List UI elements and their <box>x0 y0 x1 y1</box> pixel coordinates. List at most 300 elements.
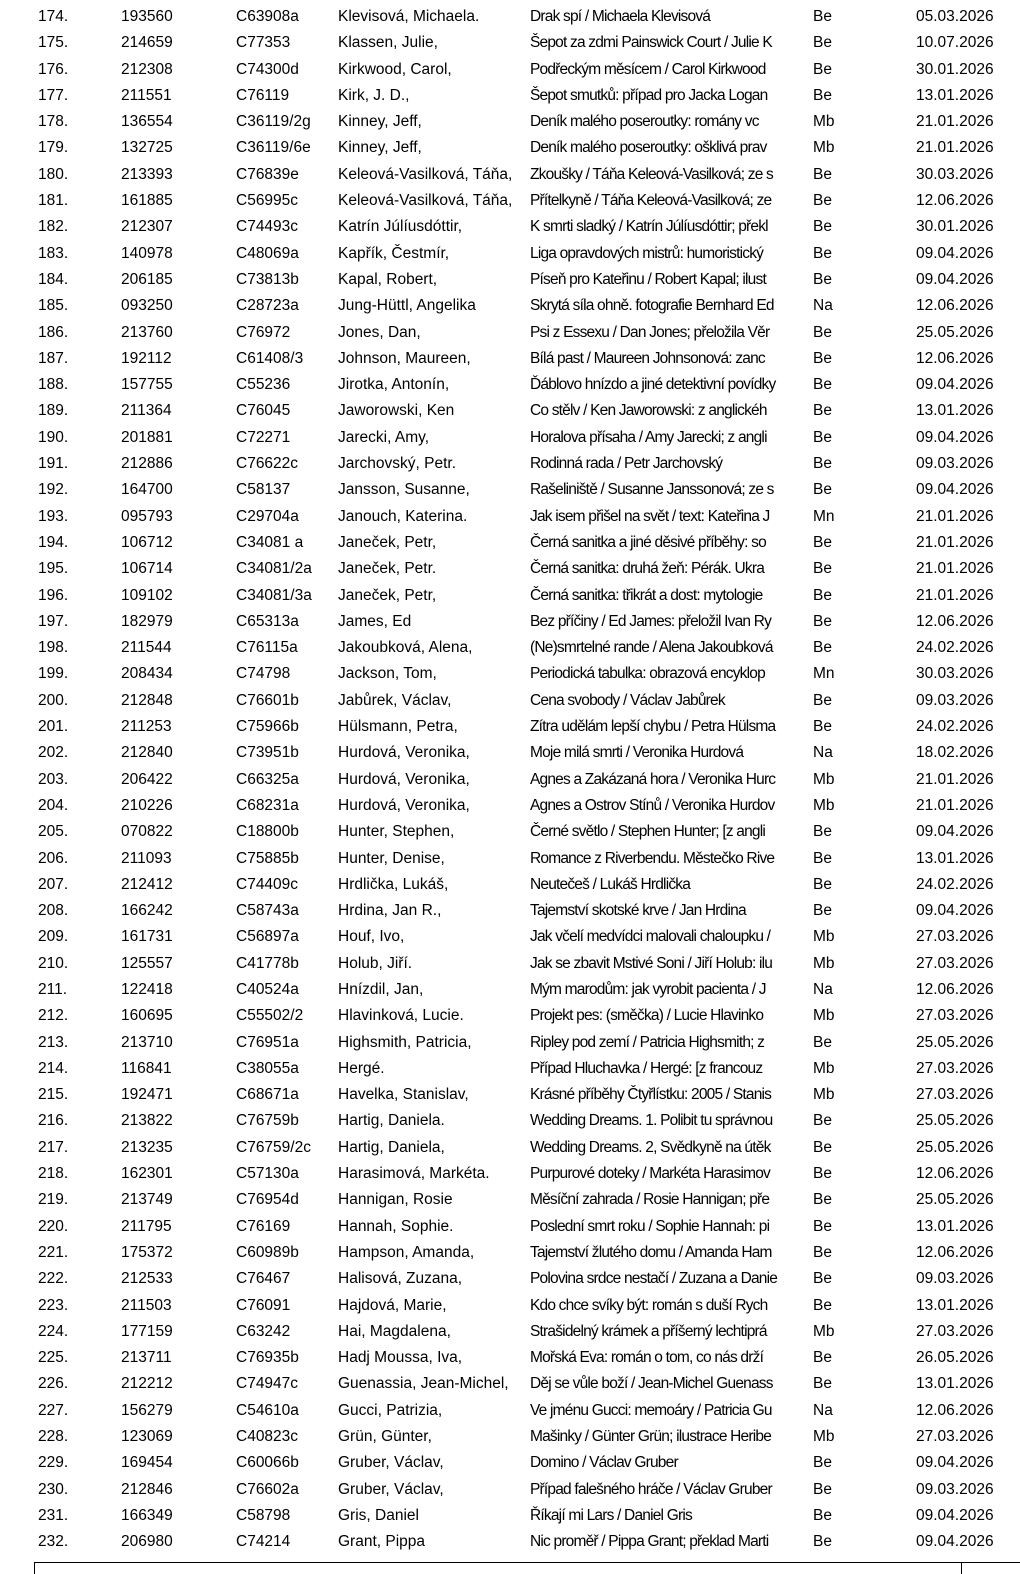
record-id-cell: 116841 <box>121 1059 172 1077</box>
title-cell: Agnes a Ostrov Stínů / Veronika Hurdov <box>530 796 775 814</box>
record-id-cell: 206185 <box>121 270 173 288</box>
shelf-mark-cell: C77353 <box>236 34 291 52</box>
title-cell: Bez příčiny / Ed James: přeložil Ivan Ry <box>530 612 772 630</box>
title-cell: Tajemství žlutého domu / Amanda Ham <box>530 1243 772 1261</box>
row-number-cell: 204. <box>38 796 69 814</box>
table-row <box>0 346 1020 372</box>
item-type-cell: Mb <box>813 1322 835 1340</box>
shelf-mark-cell: C76045 <box>236 402 291 420</box>
record-id-cell: 211551 <box>121 86 172 104</box>
item-type-cell: Be <box>813 849 832 867</box>
author-cell: Kapřík, Čestmír, <box>338 244 450 262</box>
record-id-cell: 210226 <box>121 796 173 814</box>
date-cell: 09.04.2026 <box>916 1506 994 1524</box>
date-cell: 21.01.2026 <box>916 507 994 525</box>
shelf-mark-cell: C75966b <box>236 718 299 736</box>
item-type-cell: Be <box>813 1165 832 1183</box>
record-id-cell: 125557 <box>121 954 173 972</box>
table-row <box>0 477 1020 503</box>
item-type-cell: Be <box>813 1243 832 1261</box>
record-id-cell: 212412 <box>121 875 173 893</box>
shelf-mark-cell: C68231a <box>236 796 299 814</box>
row-number-cell: 202. <box>38 744 69 762</box>
item-type-cell: Mb <box>813 1007 835 1025</box>
row-number-cell: 186. <box>38 323 69 341</box>
title-cell: Ďáblovo hnízdo a jiné detektivní povídky <box>530 376 776 394</box>
shelf-mark-cell: C58743a <box>236 902 299 920</box>
record-id-cell: 070822 <box>121 823 173 841</box>
title-cell: Neutečeš / Lukáš Hrdlička <box>530 875 691 893</box>
author-cell: Janouch, Katerina. <box>338 507 468 525</box>
table-row <box>0 1108 1020 1134</box>
date-cell: 10.07.2026 <box>916 34 994 52</box>
date-cell: 05.03.2026 <box>916 8 994 25</box>
title-cell: Zítra udělám lepší chybu / Petra Hülsma <box>530 718 776 736</box>
author-cell: Holub, Jiří. <box>338 954 413 972</box>
item-type-cell: Be <box>813 1191 832 1209</box>
date-cell: 18.02.2026 <box>916 744 994 762</box>
author-cell: Hartig, Daniela, <box>338 1138 445 1156</box>
author-cell: Hergé. <box>338 1059 385 1077</box>
title-cell: Píseň pro Kateřinu / Robert Kapal; ilust <box>530 270 766 288</box>
author-cell: Hai, Magdalena, <box>338 1322 451 1340</box>
row-number-cell: 213. <box>38 1033 69 1051</box>
table-row <box>0 1161 1020 1187</box>
shelf-mark-cell: C36119/2g <box>236 113 311 131</box>
author-cell: Jakoubková, Alena, <box>338 639 473 657</box>
table-row <box>0 714 1020 740</box>
author-cell: Hajdová, Marie, <box>338 1296 447 1314</box>
item-type-cell: Be <box>813 481 832 499</box>
shelf-mark-cell: C76601b <box>236 691 299 709</box>
shelf-mark-cell: C29704a <box>236 507 299 525</box>
author-cell: Gucci, Patrizia, <box>338 1401 443 1419</box>
table-row <box>0 451 1020 477</box>
row-number-cell: 212. <box>38 1007 69 1025</box>
item-type-cell: Mn <box>813 665 835 683</box>
record-id-cell: 182979 <box>121 612 173 630</box>
item-type-cell: Be <box>813 1349 832 1367</box>
author-cell: Keleová-Vasilková, Táňa, <box>338 165 513 183</box>
shelf-mark-cell: C76602a <box>236 1480 299 1498</box>
row-number-cell: 188. <box>38 376 69 394</box>
date-cell: 30.01.2026 <box>916 60 994 78</box>
title-cell: Krásné příběhy Čtyřlístku: 2005 / Stanis <box>530 1086 772 1104</box>
row-number-cell: 217. <box>38 1138 69 1156</box>
title-cell: Domino / Václav Gruber <box>530 1454 678 1472</box>
row-number-cell: 216. <box>38 1112 69 1130</box>
record-id-cell: 211093 <box>121 849 172 867</box>
row-number-cell: 208. <box>38 902 69 920</box>
shelf-mark-cell: C65313a <box>236 612 299 630</box>
date-cell: 21.01.2026 <box>916 560 994 578</box>
title-cell: Poslední smrt roku / Sophie Hannah: pi <box>530 1217 770 1235</box>
date-cell: 25.05.2026 <box>916 1138 994 1156</box>
title-cell: Jak se zbavit Mstivé Soni / Jiří Holub: ilu <box>530 954 773 972</box>
table-row <box>0 583 1020 609</box>
catalog-list <box>0 4 1020 1556</box>
author-cell: Havelka, Stanislav, <box>338 1086 469 1104</box>
table-row <box>0 661 1020 687</box>
shelf-mark-cell: C72271 <box>236 428 291 446</box>
record-id-cell: 211503 <box>121 1296 172 1314</box>
item-type-cell: Be <box>813 270 832 288</box>
table-row <box>0 1424 1020 1450</box>
shelf-mark-cell: C73951b <box>236 744 299 762</box>
table-row <box>0 1529 1020 1555</box>
title-cell: Nic proměř / Pippa Grant; překlad Marti <box>530 1533 769 1551</box>
record-id-cell: 213749 <box>121 1191 173 1209</box>
title-cell: Moje milá smrti / Veronika Hurdová <box>530 744 744 762</box>
item-type-cell: Be <box>813 1138 832 1156</box>
row-number-cell: 224. <box>38 1322 69 1340</box>
author-cell: Jirotka, Antonín, <box>338 376 450 394</box>
table-row <box>0 1319 1020 1345</box>
shelf-mark-cell: C60989b <box>236 1243 299 1261</box>
table-row <box>0 1503 1020 1529</box>
author-cell: Klassen, Julie, <box>338 34 438 52</box>
date-cell: 24.02.2026 <box>916 718 994 736</box>
author-cell: Jaworowski, Ken <box>338 402 455 420</box>
row-number-cell: 229. <box>38 1454 69 1472</box>
row-number-cell: 197. <box>38 612 69 630</box>
shelf-mark-cell: C34081/3a <box>236 586 312 604</box>
record-id-cell: 192471 <box>121 1086 173 1104</box>
row-number-cell: 194. <box>38 533 69 551</box>
shelf-mark-cell: C40823c <box>236 1428 299 1446</box>
item-type-cell: Be <box>813 1296 832 1314</box>
date-cell: 09.04.2026 <box>916 481 994 499</box>
date-cell: 09.04.2026 <box>916 902 994 920</box>
date-cell: 21.01.2026 <box>916 533 994 551</box>
record-id-cell: 214659 <box>121 34 173 52</box>
title-cell: Rašeliniště / Susanne Janssonová; ze s <box>530 481 774 499</box>
shelf-mark-cell: C74300d <box>236 60 299 78</box>
title-cell: Mým marodům: jak vyrobit pacienta / J <box>530 980 766 998</box>
author-cell: Gruber, Václav, <box>338 1480 444 1498</box>
date-cell: 24.02.2026 <box>916 875 994 893</box>
shelf-mark-cell: C76759/2c <box>236 1138 311 1156</box>
shelf-mark-cell: C58137 <box>236 481 291 499</box>
record-id-cell: 106712 <box>121 533 173 551</box>
author-cell: Jarchovský, Petr. <box>338 455 457 473</box>
item-type-cell: Be <box>813 1270 832 1288</box>
item-type-cell: Mn <box>813 507 835 525</box>
shelf-mark-cell: C48069a <box>236 244 299 262</box>
item-type-cell: Be <box>813 8 832 25</box>
record-id-cell: 093250 <box>121 297 173 315</box>
table-left-border <box>34 1562 35 1574</box>
item-type-cell: Mb <box>813 954 835 972</box>
date-cell: 25.05.2026 <box>916 1033 994 1051</box>
row-number-cell: 219. <box>38 1191 69 1209</box>
row-number-cell: 190. <box>38 428 69 446</box>
item-type-cell: Be <box>813 1480 832 1498</box>
record-id-cell: 123069 <box>121 1428 173 1446</box>
author-cell: Harasimová, Markéta. <box>338 1165 490 1183</box>
table-row <box>0 1082 1020 1108</box>
record-id-cell: 192112 <box>121 349 172 367</box>
record-id-cell: 213235 <box>121 1138 173 1156</box>
date-cell: 12.06.2026 <box>916 1401 994 1419</box>
record-id-cell: 213760 <box>121 323 173 341</box>
author-cell: Hannigan, Rosie <box>338 1191 453 1209</box>
table-bottom-border <box>34 1562 1020 1563</box>
row-number-cell: 176. <box>38 60 69 78</box>
record-id-cell: 206422 <box>121 770 173 788</box>
author-cell: Jung-Hüttl, Angelika <box>338 297 476 315</box>
table-row <box>0 241 1020 267</box>
date-cell: 27.03.2026 <box>916 928 994 946</box>
row-number-cell: 225. <box>38 1349 69 1367</box>
shelf-mark-cell: C73813b <box>236 270 299 288</box>
record-id-cell: 162301 <box>121 1165 173 1183</box>
row-number-cell: 182. <box>38 218 69 236</box>
author-cell: Grant, Pippa <box>338 1533 426 1551</box>
shelf-mark-cell: C74409c <box>236 875 299 893</box>
row-number-cell: 206. <box>38 849 69 867</box>
date-cell: 13.01.2026 <box>916 1217 994 1235</box>
item-type-cell: Be <box>813 86 832 104</box>
row-number-cell: 191. <box>38 455 69 473</box>
date-cell: 13.01.2026 <box>916 849 994 867</box>
author-cell: Guenassia, Jean-Michel, <box>338 1375 509 1393</box>
shelf-mark-cell: C76951a <box>236 1033 299 1051</box>
table-row <box>0 846 1020 872</box>
date-cell: 27.03.2026 <box>916 1086 994 1104</box>
date-cell: 09.04.2026 <box>916 428 994 446</box>
shelf-mark-cell: C76169 <box>236 1217 291 1235</box>
author-cell: Kirkwood, Carol, <box>338 60 452 78</box>
record-id-cell: 212886 <box>121 455 173 473</box>
date-cell: 09.04.2026 <box>916 1454 994 1472</box>
item-type-cell: Be <box>813 323 832 341</box>
shelf-mark-cell: C55502/2 <box>236 1007 304 1025</box>
record-id-cell: 211544 <box>121 639 172 657</box>
title-cell: Polovina srdce nestačí / Zuzana a Danie <box>530 1270 778 1288</box>
shelf-mark-cell: C76467 <box>236 1270 291 1288</box>
date-cell: 27.03.2026 <box>916 1428 994 1446</box>
author-cell: Highsmith, Patricia, <box>338 1033 472 1051</box>
date-cell: 26.05.2026 <box>916 1349 994 1367</box>
record-id-cell: 212212 <box>121 1375 173 1393</box>
table-row <box>0 4 1020 30</box>
author-cell: Hunter, Stephen, <box>338 823 455 841</box>
author-cell: Kapal, Robert, <box>338 270 438 288</box>
date-cell: 25.05.2026 <box>916 323 994 341</box>
record-id-cell: 160695 <box>121 1007 173 1025</box>
table-row <box>0 951 1020 977</box>
title-cell: Periodická tabulka: obrazová encyklop <box>530 665 765 683</box>
record-id-cell: 213710 <box>121 1033 173 1051</box>
item-type-cell: Na <box>813 297 833 315</box>
row-number-cell: 192. <box>38 481 69 499</box>
table-row <box>0 898 1020 924</box>
item-type-cell: Mb <box>813 770 835 788</box>
author-cell: Katrín Júlíusdóttir, <box>338 218 463 236</box>
table-row <box>0 1187 1020 1213</box>
record-id-cell: 206980 <box>121 1533 173 1551</box>
shelf-mark-cell: C56995c <box>236 192 299 210</box>
record-id-cell: 166349 <box>121 1506 173 1524</box>
date-cell: 12.06.2026 <box>916 192 994 210</box>
table-row <box>0 188 1020 214</box>
shelf-mark-cell: C66325a <box>236 770 299 788</box>
title-cell: K smrti sladký / Katrín Júlíusdóttir; překl <box>530 218 768 236</box>
title-cell: Černé světlo / Stephen Hunter; [z angli <box>530 823 766 841</box>
record-id-cell: 213711 <box>121 1349 172 1367</box>
record-id-cell: 212533 <box>121 1270 173 1288</box>
table-row <box>0 1345 1020 1371</box>
row-number-cell: 205. <box>38 823 69 841</box>
shelf-mark-cell: C28723a <box>236 297 299 315</box>
row-number-cell: 193. <box>38 507 69 525</box>
date-cell: 09.04.2026 <box>916 244 994 262</box>
title-cell: Ve jménu Gucci: memoáry / Patricia Gu <box>530 1401 772 1419</box>
item-type-cell: Be <box>813 455 832 473</box>
title-cell: Přítelkyně / Táňa Keleová-Vasilková; ze <box>530 192 772 210</box>
item-type-cell: Be <box>813 244 832 262</box>
title-cell: Jak včelí medvídci malovali chaloupku / <box>530 928 771 946</box>
title-cell: Co stělv / Ken Jaworowski: z anglickéh <box>530 402 767 420</box>
date-cell: 12.06.2026 <box>916 349 994 367</box>
table-row <box>0 1266 1020 1292</box>
title-cell: Strašidelný krámek a příšerný lechtiprá <box>530 1322 767 1340</box>
title-cell: Podřeckým měsícem / Carol Kirkwood <box>530 60 766 78</box>
author-cell: Johnson, Maureen, <box>338 349 471 367</box>
item-type-cell: Be <box>813 1506 832 1524</box>
table-row <box>0 1003 1020 1029</box>
item-type-cell: Be <box>813 612 832 630</box>
item-type-cell: Be <box>813 60 832 78</box>
date-cell: 12.06.2026 <box>916 1165 994 1183</box>
record-id-cell: 193560 <box>121 8 173 25</box>
date-cell: 25.05.2026 <box>916 1112 994 1130</box>
title-cell: Měsíční zahrada / Rosie Hannigan; pře <box>530 1191 770 1209</box>
date-cell: 27.03.2026 <box>916 1322 994 1340</box>
row-number-cell: 227. <box>38 1401 69 1419</box>
item-type-cell: Na <box>813 1401 833 1419</box>
item-type-cell: Be <box>813 586 832 604</box>
table-row <box>0 162 1020 188</box>
shelf-mark-cell: C76091 <box>236 1296 291 1314</box>
author-cell: Kinney, Jeff, <box>338 139 422 157</box>
author-cell: Gruber, Václav, <box>338 1454 444 1472</box>
author-cell: Hrdina, Jan R., <box>338 902 442 920</box>
author-cell: Jansson, Susanne, <box>338 481 470 499</box>
row-number-cell: 175. <box>38 34 69 52</box>
date-cell: 13.01.2026 <box>916 1375 994 1393</box>
shelf-mark-cell: C76839e <box>236 165 299 183</box>
date-cell: 13.01.2026 <box>916 86 994 104</box>
author-cell: Jackson, Tom, <box>338 665 437 683</box>
title-cell: Černá sanitka a jiné děsivé příběhy: so <box>530 533 766 551</box>
date-cell: 09.03.2026 <box>916 455 994 473</box>
author-cell: Hnízdil, Jan, <box>338 980 424 998</box>
row-number-cell: 226. <box>38 1375 69 1393</box>
author-cell: Hülsmann, Petra, <box>338 718 458 736</box>
shelf-mark-cell: C56897a <box>236 928 299 946</box>
record-id-cell: 211364 <box>121 402 172 420</box>
date-cell: 27.03.2026 <box>916 954 994 972</box>
table-row <box>0 556 1020 582</box>
table-row <box>0 1030 1020 1056</box>
table-row <box>0 688 1020 714</box>
author-cell: Janeček, Petr, <box>338 533 437 551</box>
record-id-cell: 175372 <box>121 1243 173 1261</box>
row-number-cell: 174. <box>38 8 69 25</box>
author-cell: Halisová, Zuzana, <box>338 1270 463 1288</box>
record-id-cell: 169454 <box>121 1454 173 1472</box>
shelf-mark-cell: C58798 <box>236 1506 291 1524</box>
row-number-cell: 231. <box>38 1506 69 1524</box>
record-id-cell: 213393 <box>121 165 173 183</box>
shelf-mark-cell: C68671a <box>236 1086 299 1104</box>
date-cell: 09.04.2026 <box>916 376 994 394</box>
title-cell: Případ falešného hráče / Václav Gruber <box>530 1480 772 1498</box>
title-cell: Ripley pod zemí / Patricia Highsmith; z <box>530 1033 765 1051</box>
shelf-mark-cell: C74798 <box>236 665 291 683</box>
title-cell: Wedding Dreams. 1. Polibit tu správnou <box>530 1112 773 1130</box>
author-cell: Kirk, J. D., <box>338 86 410 104</box>
title-cell: Rodinná rada / Petr Jarchovský <box>530 455 723 473</box>
item-type-cell: Be <box>813 1033 832 1051</box>
item-type-cell: Mb <box>813 796 835 814</box>
row-number-cell: 189. <box>38 402 69 420</box>
table-row <box>0 1293 1020 1319</box>
title-cell: Černá sanitka: třikrát a dost: mytologie <box>530 586 763 604</box>
title-cell: Deník malého poseroutky: ošklivá prav <box>530 139 767 157</box>
shelf-mark-cell: C60066b <box>236 1454 299 1472</box>
item-type-cell: Be <box>813 1454 832 1472</box>
shelf-mark-cell: C54610a <box>236 1401 299 1419</box>
item-type-cell: Mb <box>813 113 835 131</box>
table-row <box>0 872 1020 898</box>
table-row <box>0 1477 1020 1503</box>
record-id-cell: 212308 <box>121 60 173 78</box>
title-cell: Cena svobody / Václav Jabůrek <box>530 691 725 709</box>
date-cell: 12.06.2026 <box>916 612 994 630</box>
author-cell: Keleová-Vasilková, Táňa, <box>338 192 513 210</box>
record-id-cell: 212840 <box>121 744 173 762</box>
table-row <box>0 425 1020 451</box>
shelf-mark-cell: C38055a <box>236 1059 299 1077</box>
item-type-cell: Be <box>813 902 832 920</box>
item-type-cell: Na <box>813 980 833 998</box>
item-type-cell: Be <box>813 823 832 841</box>
item-type-cell: Be <box>813 1375 832 1393</box>
date-cell: 12.06.2026 <box>916 1243 994 1261</box>
row-number-cell: 180. <box>38 165 69 183</box>
title-cell: Purpurové doteky / Markéta Harasimov <box>530 1165 770 1183</box>
shelf-mark-cell: C36119/6e <box>236 139 311 157</box>
shelf-mark-cell: C74214 <box>236 1533 291 1551</box>
date-cell: 12.06.2026 <box>916 980 994 998</box>
shelf-mark-cell: C18800b <box>236 823 299 841</box>
row-number-cell: 196. <box>38 586 69 604</box>
date-cell: 30.03.2026 <box>916 165 994 183</box>
title-cell: Mašinky / Günter Grün; ilustrace Heribe <box>530 1428 772 1446</box>
row-number-cell: 207. <box>38 875 69 893</box>
row-number-cell: 221. <box>38 1243 69 1261</box>
row-number-cell: 199. <box>38 665 69 683</box>
title-cell: Kdo chce svíky být: román s duší Rych <box>530 1296 768 1314</box>
item-type-cell: Na <box>813 744 833 762</box>
title-cell: Říkají mi Lars / Daniel Gris <box>530 1506 692 1524</box>
date-cell: 30.01.2026 <box>916 218 994 236</box>
row-number-cell: 200. <box>38 691 69 709</box>
shelf-mark-cell: C75885b <box>236 849 299 867</box>
